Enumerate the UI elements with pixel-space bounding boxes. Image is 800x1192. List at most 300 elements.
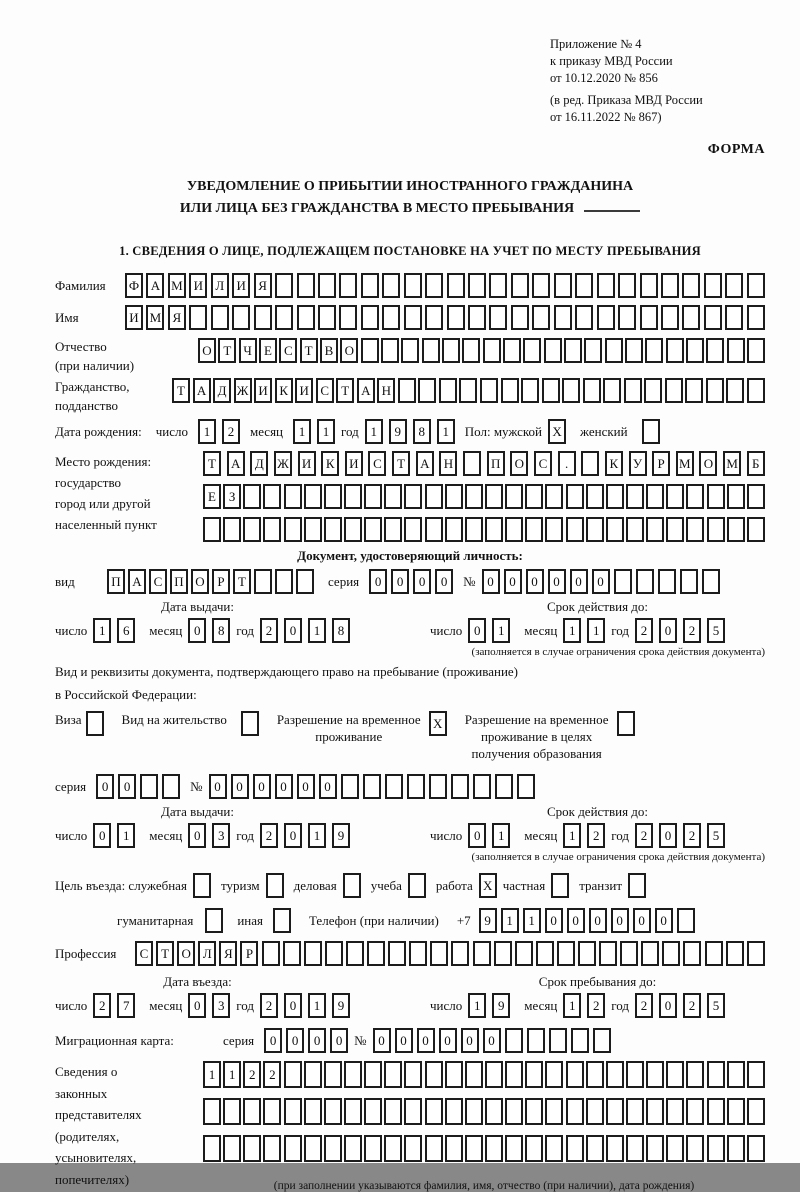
char-cell[interactable]: 2 <box>635 993 653 1018</box>
char-cell[interactable]: 1 <box>203 1061 221 1088</box>
char-cell[interactable] <box>381 338 399 363</box>
char-cell[interactable] <box>686 484 704 509</box>
char-cell[interactable]: Р <box>652 451 670 476</box>
char-cell[interactable] <box>686 1135 704 1162</box>
char-cell[interactable] <box>296 569 314 594</box>
char-cell[interactable]: И <box>295 378 313 403</box>
char-cell[interactable]: 0 <box>284 618 302 643</box>
char-cell[interactable] <box>626 1135 644 1162</box>
char-cell[interactable] <box>511 273 529 298</box>
char-cell[interactable]: 0 <box>468 618 486 643</box>
char-cell[interactable]: А <box>416 451 434 476</box>
char-cell[interactable] <box>418 378 436 403</box>
char-cell[interactable] <box>707 1135 725 1162</box>
char-cell[interactable]: М <box>168 273 186 298</box>
char-cell[interactable] <box>473 941 491 966</box>
char-cell[interactable] <box>666 517 684 542</box>
char-cell[interactable]: И <box>232 273 250 298</box>
char-cell[interactable] <box>597 305 615 330</box>
char-cell[interactable]: О <box>340 338 358 363</box>
char-cell[interactable] <box>367 941 385 966</box>
char-cell[interactable] <box>232 305 250 330</box>
char-cell[interactable] <box>606 1135 624 1162</box>
char-cell[interactable] <box>324 1061 342 1088</box>
char-cell[interactable] <box>747 941 765 966</box>
char-cell[interactable]: Я <box>168 305 186 330</box>
char-cell[interactable]: 0 <box>413 569 431 594</box>
char-cell[interactable] <box>525 1061 543 1088</box>
char-cell[interactable] <box>554 305 572 330</box>
char-cell[interactable]: М <box>723 451 741 476</box>
char-cell[interactable] <box>223 517 241 542</box>
char-cell[interactable]: 2 <box>260 618 278 643</box>
char-cell[interactable] <box>726 378 744 403</box>
char-cell[interactable]: 0 <box>567 908 585 933</box>
char-cell[interactable]: 0 <box>369 569 387 594</box>
char-cell[interactable]: 1 <box>492 823 510 848</box>
char-cell[interactable] <box>494 941 512 966</box>
char-cell[interactable] <box>636 569 654 594</box>
char-cell[interactable]: 0 <box>526 569 544 594</box>
char-cell[interactable] <box>706 338 724 363</box>
char-cell[interactable] <box>686 517 704 542</box>
char-cell[interactable] <box>620 941 638 966</box>
char-cell[interactable]: 0 <box>570 569 588 594</box>
char-cell[interactable]: 1 <box>198 419 216 444</box>
char-cell[interactable] <box>364 1135 382 1162</box>
char-cell[interactable] <box>702 569 720 594</box>
char-cell[interactable]: Л <box>211 273 229 298</box>
char-cell[interactable] <box>641 941 659 966</box>
char-cell[interactable]: 1 <box>563 993 581 1018</box>
char-cell[interactable]: Ж <box>234 378 252 403</box>
char-cell[interactable] <box>566 1061 584 1088</box>
char-cell[interactable] <box>683 941 701 966</box>
char-cell[interactable]: П <box>487 451 505 476</box>
char-cell[interactable]: 2 <box>222 419 240 444</box>
char-cell[interactable]: 1 <box>523 908 541 933</box>
char-cell[interactable]: С <box>368 451 386 476</box>
char-cell[interactable]: 0 <box>297 774 315 799</box>
char-cell[interactable] <box>262 941 280 966</box>
char-cell[interactable]: 0 <box>284 823 302 848</box>
char-cell[interactable] <box>346 941 364 966</box>
char-cell[interactable] <box>727 484 745 509</box>
char-cell[interactable]: Н <box>439 451 457 476</box>
char-cell[interactable]: 2 <box>683 823 701 848</box>
char-cell[interactable]: 5 <box>707 823 725 848</box>
char-cell[interactable]: 9 <box>332 993 350 1018</box>
char-cell[interactable]: Б <box>747 451 765 476</box>
char-cell[interactable] <box>382 305 400 330</box>
char-cell[interactable] <box>465 517 483 542</box>
char-cell[interactable] <box>341 774 359 799</box>
char-cell[interactable] <box>404 517 422 542</box>
char-cell[interactable] <box>404 273 422 298</box>
char-cell[interactable]: Р <box>212 569 230 594</box>
char-cell[interactable]: 0 <box>504 569 522 594</box>
char-cell[interactable]: О <box>510 451 528 476</box>
char-cell[interactable] <box>707 1098 725 1125</box>
char-cell[interactable]: 2 <box>683 618 701 643</box>
char-cell[interactable]: 0 <box>589 908 607 933</box>
char-cell[interactable]: Т <box>203 451 221 476</box>
char-cell[interactable] <box>445 1061 463 1088</box>
char-cell[interactable]: 9 <box>389 419 407 444</box>
char-cell[interactable]: И <box>189 273 207 298</box>
char-cell[interactable] <box>545 484 563 509</box>
char-cell[interactable]: 0 <box>417 1028 435 1053</box>
char-cell[interactable] <box>263 484 281 509</box>
char-cell[interactable] <box>344 484 362 509</box>
char-cell[interactable]: 0 <box>482 569 500 594</box>
char-cell[interactable] <box>658 569 676 594</box>
char-cell[interactable] <box>442 338 460 363</box>
char-cell[interactable] <box>586 517 604 542</box>
char-cell[interactable]: 1 <box>501 908 519 933</box>
char-cell[interactable] <box>241 711 259 736</box>
char-cell[interactable]: 0 <box>655 908 673 933</box>
char-cell[interactable]: 0 <box>548 569 566 594</box>
char-cell[interactable] <box>505 1061 523 1088</box>
char-cell[interactable] <box>628 873 646 898</box>
char-cell[interactable]: 0 <box>592 569 610 594</box>
char-cell[interactable]: А <box>227 451 245 476</box>
char-cell[interactable] <box>462 338 480 363</box>
char-cell[interactable] <box>686 1098 704 1125</box>
char-cell[interactable]: 0 <box>659 823 677 848</box>
char-cell[interactable] <box>566 517 584 542</box>
char-cell[interactable] <box>618 305 636 330</box>
char-cell[interactable]: П <box>170 569 188 594</box>
char-cell[interactable] <box>521 378 539 403</box>
char-cell[interactable] <box>662 941 680 966</box>
char-cell[interactable] <box>304 1061 322 1088</box>
char-cell[interactable]: Р <box>240 941 258 966</box>
char-cell[interactable] <box>404 1135 422 1162</box>
char-cell[interactable] <box>243 517 261 542</box>
char-cell[interactable] <box>284 517 302 542</box>
char-cell[interactable] <box>343 873 361 898</box>
char-cell[interactable]: П <box>107 569 125 594</box>
char-cell[interactable] <box>382 273 400 298</box>
char-cell[interactable]: 2 <box>635 618 653 643</box>
char-cell[interactable]: 8 <box>332 618 350 643</box>
char-cell[interactable] <box>162 774 180 799</box>
char-cell[interactable] <box>661 273 679 298</box>
char-cell[interactable]: Д <box>250 451 268 476</box>
char-cell[interactable] <box>445 484 463 509</box>
char-cell[interactable] <box>297 305 315 330</box>
char-cell[interactable] <box>747 273 765 298</box>
char-cell[interactable] <box>503 338 521 363</box>
char-cell[interactable] <box>599 941 617 966</box>
char-cell[interactable] <box>325 941 343 966</box>
char-cell[interactable]: 0 <box>483 1028 501 1053</box>
char-cell[interactable] <box>747 305 765 330</box>
char-cell[interactable] <box>429 774 447 799</box>
char-cell[interactable]: 0 <box>253 774 271 799</box>
char-cell[interactable]: К <box>275 378 293 403</box>
char-cell[interactable] <box>614 569 632 594</box>
char-cell[interactable]: М <box>146 305 164 330</box>
char-cell[interactable] <box>263 517 281 542</box>
char-cell[interactable] <box>223 1098 241 1125</box>
char-cell[interactable]: Я <box>254 273 272 298</box>
char-cell[interactable]: 6 <box>117 618 135 643</box>
char-cell[interactable] <box>254 305 272 330</box>
char-cell[interactable]: А <box>128 569 146 594</box>
char-cell[interactable]: 0 <box>391 569 409 594</box>
char-cell[interactable] <box>203 1135 221 1162</box>
char-cell[interactable] <box>747 1098 765 1125</box>
char-cell[interactable] <box>284 484 302 509</box>
char-cell[interactable] <box>618 273 636 298</box>
char-cell[interactable] <box>398 378 416 403</box>
char-cell[interactable]: С <box>316 378 334 403</box>
char-cell[interactable] <box>685 378 703 403</box>
char-cell[interactable] <box>344 1135 362 1162</box>
char-cell[interactable] <box>404 1098 422 1125</box>
char-cell[interactable]: М <box>676 451 694 476</box>
char-cell[interactable] <box>666 484 684 509</box>
char-cell[interactable] <box>603 378 621 403</box>
char-cell[interactable] <box>422 338 440 363</box>
char-cell[interactable] <box>597 273 615 298</box>
char-cell[interactable]: 1 <box>117 823 135 848</box>
char-cell[interactable] <box>747 1135 765 1162</box>
char-cell[interactable] <box>284 1135 302 1162</box>
char-cell[interactable] <box>625 338 643 363</box>
char-cell[interactable] <box>465 1135 483 1162</box>
char-cell[interactable]: Ч <box>239 338 257 363</box>
char-cell[interactable] <box>646 1135 664 1162</box>
char-cell[interactable] <box>468 305 486 330</box>
char-cell[interactable] <box>501 378 519 403</box>
char-cell[interactable]: К <box>321 451 339 476</box>
char-cell[interactable] <box>205 908 223 933</box>
char-cell[interactable]: 0 <box>284 993 302 1018</box>
char-cell[interactable] <box>666 1098 684 1125</box>
char-cell[interactable] <box>527 1028 545 1053</box>
char-cell[interactable] <box>284 1061 302 1088</box>
char-cell[interactable] <box>451 941 469 966</box>
char-cell[interactable]: С <box>135 941 153 966</box>
char-cell[interactable] <box>747 484 765 509</box>
char-cell[interactable]: 7 <box>117 993 135 1018</box>
char-cell[interactable] <box>584 338 602 363</box>
char-cell[interactable] <box>275 273 293 298</box>
char-cell[interactable]: 0 <box>118 774 136 799</box>
char-cell[interactable]: Я <box>219 941 237 966</box>
char-cell[interactable]: Т <box>172 378 190 403</box>
char-cell[interactable] <box>465 484 483 509</box>
char-cell[interactable]: 1 <box>563 618 581 643</box>
char-cell[interactable] <box>425 1061 443 1088</box>
char-cell[interactable]: 0 <box>545 908 563 933</box>
char-cell[interactable]: 0 <box>461 1028 479 1053</box>
char-cell[interactable]: Т <box>336 378 354 403</box>
char-cell[interactable] <box>727 1098 745 1125</box>
char-cell[interactable] <box>593 1028 611 1053</box>
char-cell[interactable] <box>304 1098 322 1125</box>
char-cell[interactable] <box>425 273 443 298</box>
char-cell[interactable]: X <box>429 711 447 736</box>
char-cell[interactable]: К <box>605 451 623 476</box>
char-cell[interactable] <box>223 1135 241 1162</box>
char-cell[interactable]: 0 <box>286 1028 304 1053</box>
char-cell[interactable] <box>425 1135 443 1162</box>
char-cell[interactable] <box>525 517 543 542</box>
char-cell[interactable] <box>451 774 469 799</box>
char-cell[interactable] <box>445 1135 463 1162</box>
char-cell[interactable] <box>554 273 572 298</box>
char-cell[interactable] <box>564 338 582 363</box>
char-cell[interactable]: 0 <box>435 569 453 594</box>
char-cell[interactable]: 0 <box>659 993 677 1018</box>
char-cell[interactable] <box>646 484 664 509</box>
char-cell[interactable] <box>284 1098 302 1125</box>
char-cell[interactable] <box>318 273 336 298</box>
char-cell[interactable]: 1 <box>223 1061 241 1088</box>
char-cell[interactable]: 0 <box>188 823 206 848</box>
char-cell[interactable]: 3 <box>212 993 230 1018</box>
char-cell[interactable] <box>517 774 535 799</box>
char-cell[interactable]: 2 <box>683 993 701 1018</box>
char-cell[interactable] <box>485 1135 503 1162</box>
char-cell[interactable] <box>384 484 402 509</box>
char-cell[interactable]: 0 <box>439 1028 457 1053</box>
char-cell[interactable] <box>665 378 683 403</box>
char-cell[interactable]: И <box>345 451 363 476</box>
char-cell[interactable]: 0 <box>468 823 486 848</box>
char-cell[interactable]: 1 <box>563 823 581 848</box>
char-cell[interactable] <box>626 484 644 509</box>
char-cell[interactable] <box>586 1061 604 1088</box>
char-cell[interactable]: 0 <box>96 774 114 799</box>
char-cell[interactable]: И <box>254 378 272 403</box>
char-cell[interactable] <box>586 1135 604 1162</box>
char-cell[interactable]: 2 <box>260 823 278 848</box>
char-cell[interactable]: 2 <box>93 993 111 1018</box>
char-cell[interactable] <box>425 305 443 330</box>
char-cell[interactable] <box>324 1135 342 1162</box>
char-cell[interactable] <box>263 1135 281 1162</box>
char-cell[interactable]: А <box>146 273 164 298</box>
char-cell[interactable]: 1 <box>293 419 311 444</box>
char-cell[interactable] <box>363 774 381 799</box>
char-cell[interactable]: О <box>198 338 216 363</box>
char-cell[interactable] <box>545 1061 563 1088</box>
char-cell[interactable] <box>626 1061 644 1088</box>
char-cell[interactable] <box>459 378 477 403</box>
char-cell[interactable]: Н <box>377 378 395 403</box>
char-cell[interactable] <box>532 273 550 298</box>
char-cell[interactable] <box>747 517 765 542</box>
char-cell[interactable]: 0 <box>611 908 629 933</box>
char-cell[interactable]: А <box>357 378 375 403</box>
char-cell[interactable] <box>706 378 724 403</box>
char-cell[interactable] <box>727 517 745 542</box>
char-cell[interactable] <box>578 941 596 966</box>
char-cell[interactable] <box>686 1061 704 1088</box>
char-cell[interactable] <box>646 1098 664 1125</box>
char-cell[interactable] <box>726 941 744 966</box>
char-cell[interactable] <box>364 1061 382 1088</box>
char-cell[interactable]: 1 <box>308 823 326 848</box>
char-cell[interactable] <box>725 273 743 298</box>
char-cell[interactable] <box>680 569 698 594</box>
char-cell[interactable] <box>727 338 745 363</box>
char-cell[interactable] <box>388 941 406 966</box>
char-cell[interactable] <box>640 305 658 330</box>
char-cell[interactable] <box>273 908 291 933</box>
char-cell[interactable]: 0 <box>373 1028 391 1053</box>
char-cell[interactable] <box>324 517 342 542</box>
char-cell[interactable] <box>707 517 725 542</box>
char-cell[interactable] <box>747 378 765 403</box>
char-cell[interactable] <box>409 941 427 966</box>
char-cell[interactable]: О <box>191 569 209 594</box>
char-cell[interactable]: 8 <box>212 618 230 643</box>
char-cell[interactable]: 1 <box>308 618 326 643</box>
char-cell[interactable] <box>551 873 569 898</box>
char-cell[interactable]: Л <box>198 941 216 966</box>
char-cell[interactable] <box>566 484 584 509</box>
char-cell[interactable] <box>549 1028 567 1053</box>
char-cell[interactable]: 2 <box>635 823 653 848</box>
char-cell[interactable] <box>666 1135 684 1162</box>
char-cell[interactable] <box>505 1028 523 1053</box>
char-cell[interactable] <box>339 273 357 298</box>
char-cell[interactable] <box>425 517 443 542</box>
char-cell[interactable]: 1 <box>468 993 486 1018</box>
char-cell[interactable] <box>707 484 725 509</box>
char-cell[interactable] <box>505 517 523 542</box>
char-cell[interactable]: Т <box>218 338 236 363</box>
char-cell[interactable] <box>677 908 695 933</box>
char-cell[interactable] <box>581 451 599 476</box>
char-cell[interactable] <box>617 711 635 736</box>
char-cell[interactable] <box>586 1098 604 1125</box>
char-cell[interactable]: 0 <box>209 774 227 799</box>
char-cell[interactable]: С <box>279 338 297 363</box>
char-cell[interactable]: И <box>125 305 143 330</box>
char-cell[interactable] <box>525 484 543 509</box>
char-cell[interactable]: 8 <box>413 419 431 444</box>
char-cell[interactable] <box>646 517 664 542</box>
char-cell[interactable] <box>361 305 379 330</box>
char-cell[interactable] <box>266 873 284 898</box>
char-cell[interactable] <box>324 1098 342 1125</box>
char-cell[interactable] <box>425 1098 443 1125</box>
char-cell[interactable] <box>445 1098 463 1125</box>
char-cell[interactable] <box>364 1098 382 1125</box>
char-cell[interactable] <box>304 1135 322 1162</box>
char-cell[interactable] <box>203 1098 221 1125</box>
char-cell[interactable] <box>606 1061 624 1088</box>
char-cell[interactable] <box>243 484 261 509</box>
char-cell[interactable]: 2 <box>587 993 605 1018</box>
char-cell[interactable] <box>445 517 463 542</box>
char-cell[interactable] <box>557 941 575 966</box>
char-cell[interactable]: 1 <box>587 618 605 643</box>
char-cell[interactable] <box>465 1098 483 1125</box>
char-cell[interactable] <box>203 517 221 542</box>
char-cell[interactable] <box>566 1098 584 1125</box>
char-cell[interactable] <box>642 419 660 444</box>
char-cell[interactable] <box>640 273 658 298</box>
